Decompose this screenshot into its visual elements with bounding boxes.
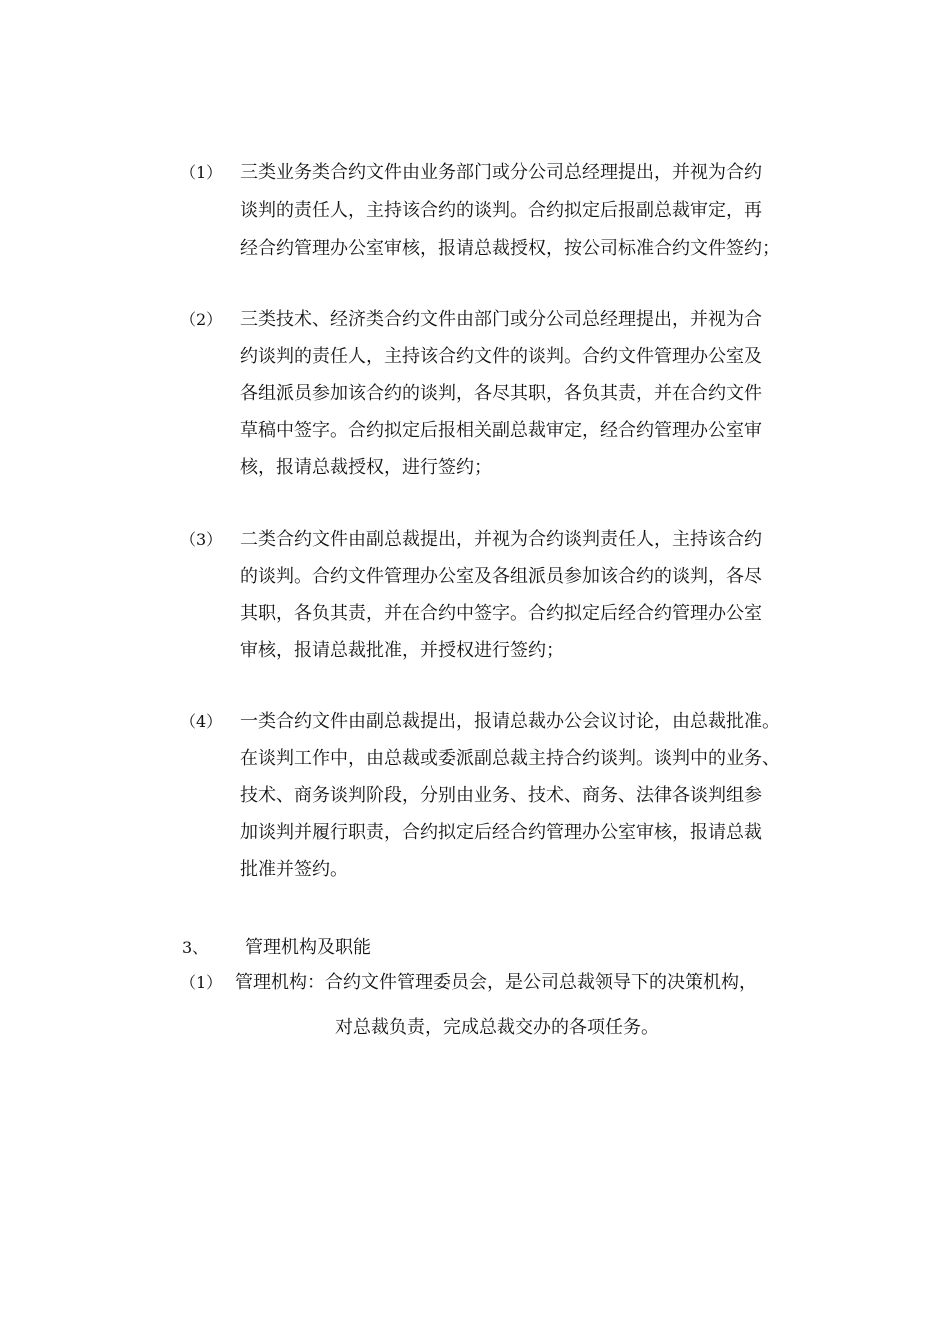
sub-clause-line: 管理机构：合约文件管理委员会，是公司总裁领导下的决策机构，: [235, 972, 757, 993]
clause-line: 技术、商务谈判阶段，分别由业务、技术、商务、法律各谈判组参: [240, 785, 762, 806]
sub-clause-number: （1）: [180, 973, 223, 992]
clause-line: 审核，报请总裁批准，并授权进行签约；: [240, 640, 564, 661]
clause-line: 三类业务类合约文件由业务部门或分公司总经理提出，并视为合约: [240, 162, 762, 183]
section-number: 3、: [182, 938, 209, 957]
clause-line: 三类技术、经济类合约文件由部门或分公司总经理提出，并视为合: [240, 309, 762, 330]
clause-line: 在谈判工作中，由总裁或委派副总裁主持合约谈判。谈判中的业务、: [240, 748, 780, 769]
clause-number: （3）: [180, 530, 223, 549]
clause-line: 一类合约文件由副总裁提出，报请总裁办公会议讨论，由总裁批准。: [240, 711, 780, 732]
clause-line: 其职，各负其责，并在合约中签字。合约拟定后经合约管理办公室: [240, 603, 762, 624]
sub-clause-line: 对总裁负责，完成总裁交办的各项任务。: [335, 1017, 659, 1038]
clause-number: （2）: [180, 310, 223, 329]
clause-line: 核，报请总裁授权，进行签约；: [240, 457, 492, 478]
clause-line: 经合约管理办公室审核，报请总裁授权，按公司标准合约文件签约；: [240, 238, 780, 259]
clause-number: （4）: [180, 712, 223, 731]
clause-line: 批准并签约。: [240, 859, 348, 880]
clause-line: 二类合约文件由副总裁提出，并视为合约谈判责任人，主持该合约: [240, 529, 762, 550]
section-title: 管理机构及职能: [245, 937, 371, 958]
clause-line: 加谈判并履行职责，合约拟定后经合约管理办公室审核，报请总裁: [240, 822, 762, 843]
clause-line: 约谈判的责任人，主持该合约文件的谈判。合约文件管理办公室及: [240, 346, 762, 367]
clause-line: 各组派员参加该合约的谈判，各尽其职，各负其责，并在合约文件: [240, 383, 762, 404]
clause-line: 的谈判。合约文件管理办公室及各组派员参加该合约的谈判，各尽: [240, 566, 762, 587]
clause-line: 谈判的责任人，主持该合约的谈判。合约拟定后报副总裁审定，再: [240, 200, 762, 221]
clause-number: （1）: [180, 163, 223, 182]
clause-line: 草稿中签字。合约拟定后报相关副总裁审定，经合约管理办公室审: [240, 420, 762, 441]
